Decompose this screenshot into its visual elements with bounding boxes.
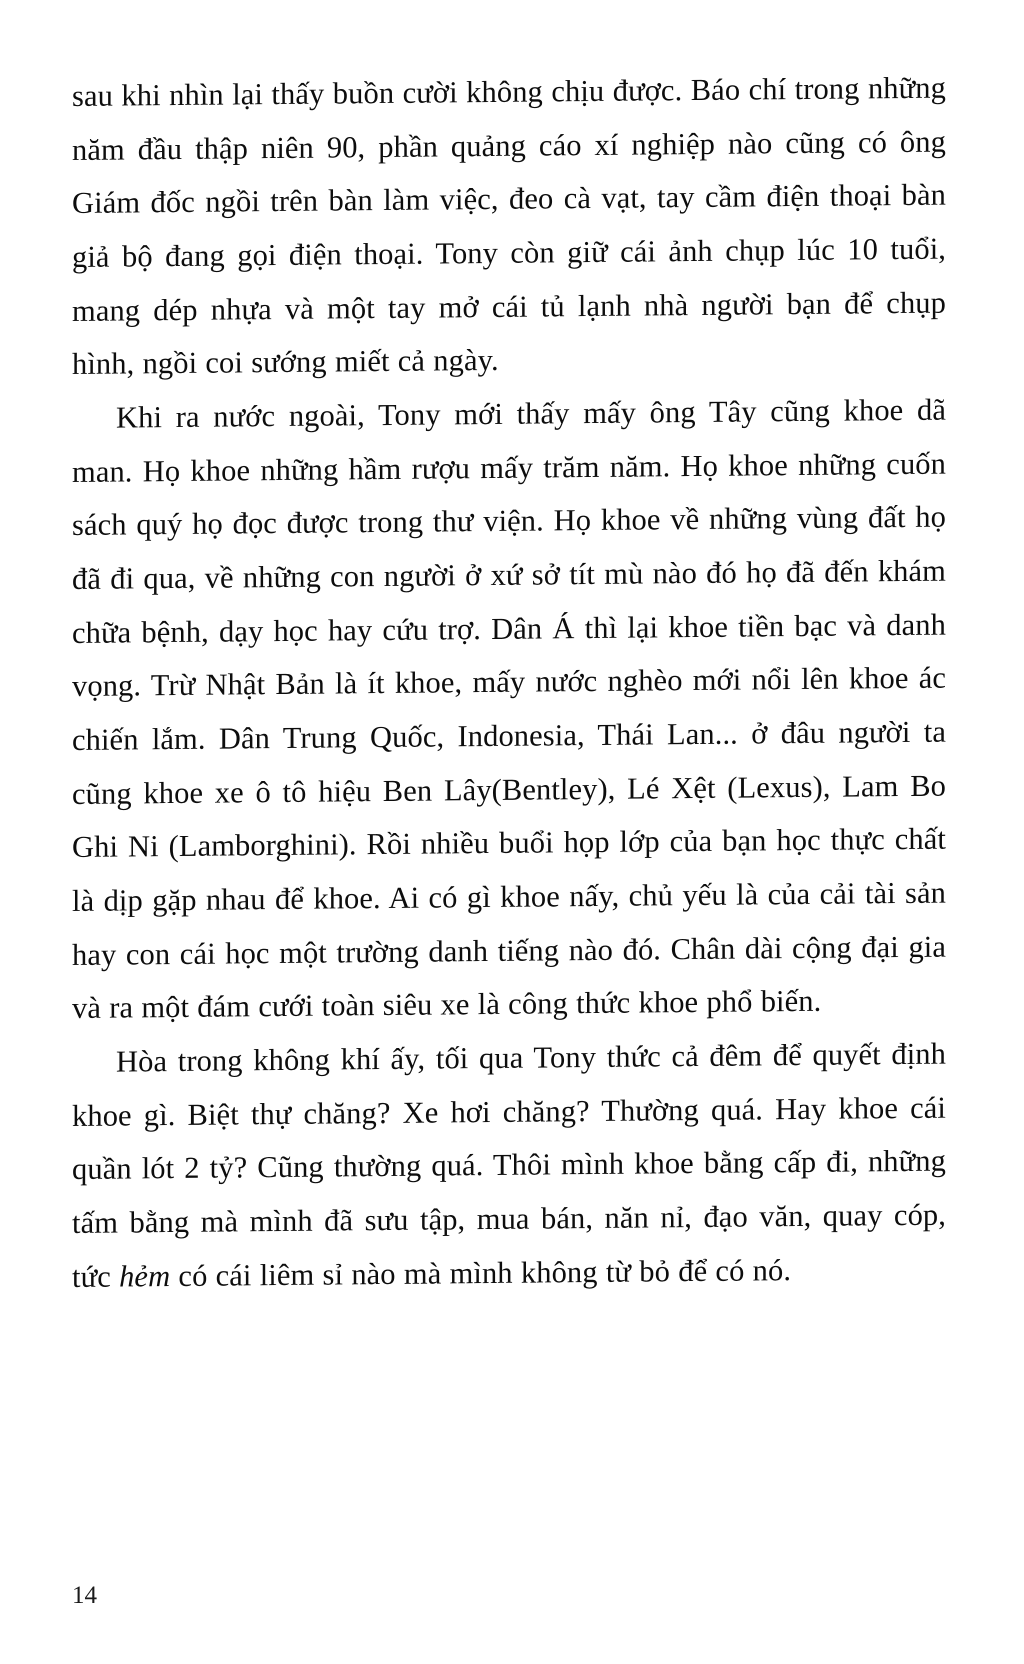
paragraph-3 [72,1028,946,1305]
paragraph-3-emphasis: hẻm [119,1258,171,1294]
page-number: 14 [72,1582,97,1609]
paragraph-1: sau khi nhìn lại thấy buồn cười không chịu được. Báo chí trong những năm đầu thập niên 90, phần quảng cáo xí nghiệp nào cũng có ông Giám đốc ngồi trên bàn làm việc, đeo cà vạt, tay cầm điện thoại bàn giả bộ đang gọi điện thoại. Tony còn giữ cái ảnh chụp lúc 10 tuổi, mang dép nhựa và một tay mở cái tủ lạnh nhà người bạn để chụp hình, ngồi coi sướng miết cả ngày. [72,70,946,382]
paragraph-3-part-a: Hòa trong không khí ấy, tối qua Tony thức cả đêm để quyết định khoe gì. Biệt thự chăng? Xe hơi chăng? Thường quá. Hay khoe cái quần lót 2 tỷ? Cũng thường quá. Thôi mình khoe bằng cấp đi, những tấm bằng mà mình đã sưu tập, mua bán, năn nỉ, đạo văn, quay cóp, tức [72,1036,946,1294]
page-body [72,70,946,1304]
paragraph-2: Khi ra nước ngoài, Tony mới thấy mấy ông Tây cũng khoe dã man. Họ khoe những hầm rượu mấy trăm năm. Họ khoe những cuốn sách quý họ đọc được trong thư viện. Họ khoe về những vùng đất họ đã đi qua, về những con người ở xứ sở tít mù nào đó họ đã đến khám chữa bệnh, dạy học hay cứu trợ. Dân Á thì lại khoe tiền bạc và danh vọng. Trừ Nhật Bản là ít khoe, mấy nước nghèo mới nổi lên khoe ác chiến lắm. Dân Trung Quốc, Indonesia, Thái Lan... ở đâu người ta cũng khoe xe ô tô hiệu Ben Lây(Bentley), Lé Xệt (Lexus), Lam Bo Ghi Ni (Lamborghini). Rồi nhiều buổi họp lớp của bạn học thực chất là dịp gặp nhau để khoe. Ai có gì khoe nấy, chủ yếu là của cải tài sản hay con cái học một trường danh tiếng nào đó. Chân dài cộng đại gia và ra một đám cưới toàn siêu xe là công thức khoe phổ biến. [72,392,946,1026]
paragraph-3-part-b: có cái liêm sỉ nào mà mình không từ bỏ để có nó. [170,1252,792,1293]
